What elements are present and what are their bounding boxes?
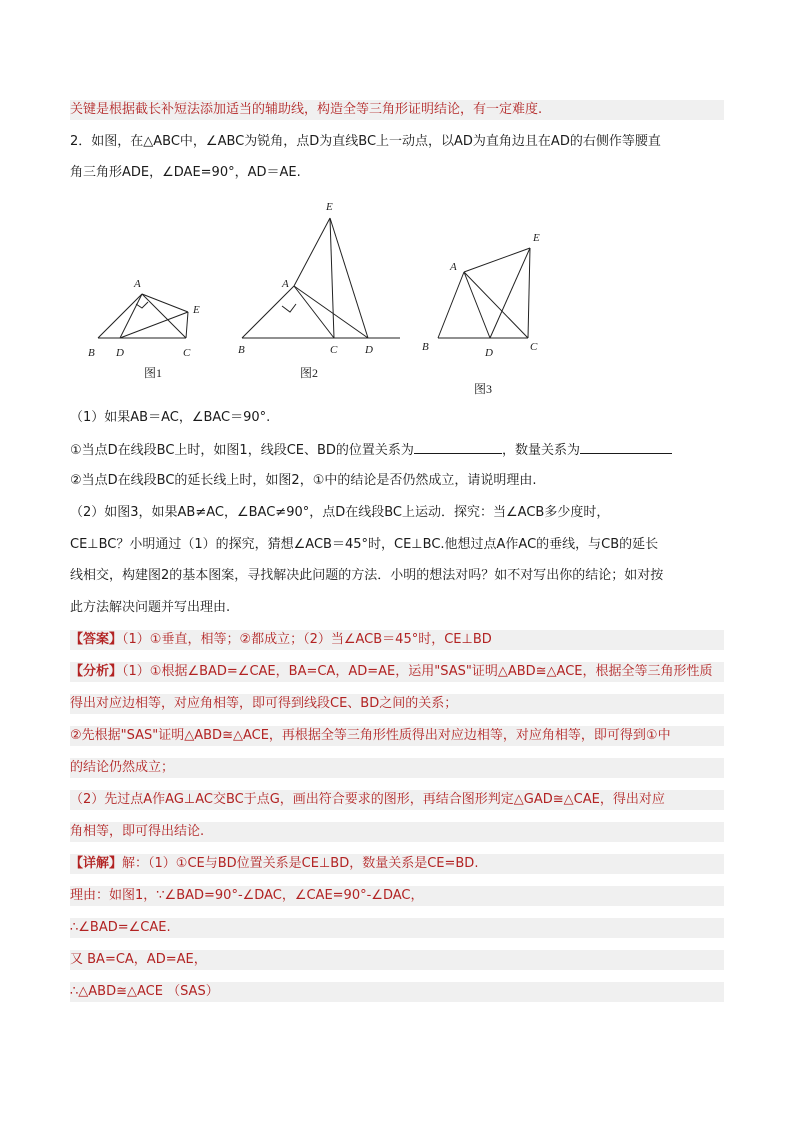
analysis-line-3: ②先根据"SAS"证明△ABD≅△ACE，再根据全等三角形性质得出对应边相等，对应角相等，即可得到①中 [70,726,724,746]
analysis-line-2: 得出对应边相等，对应角相等，即可得到线段CE、BD之间的关系； [70,694,724,714]
fig1-label-c: C [183,347,191,359]
intro-line: 关键是根据截长补短法添加适当的辅助线，构造全等三角形证明结论，有一定难度. [70,100,724,120]
position-answer-blank[interactable] [414,440,502,454]
fig3-caption: 图3 [474,382,493,396]
fig2-label-b: B [238,344,245,356]
figure-1 [86,262,216,362]
fig3-label-c: C [530,341,538,353]
fig1-label-e: E [193,304,200,316]
analysis-line-1 [70,662,724,682]
detail-line-2: 理由：如图1，∵∠BAD=90°-∠DAC，∠CAE=90°-∠DAC， [70,886,724,906]
part2-line-3: 线相交，构建图2的基本图案，寻找解决此问题的方法．小明的想法对吗？如不对写出你的结论；如对按 [70,568,664,583]
problem-stem-line-2: 角三角形ADE，∠DAE=90°，AD＝AE. [70,165,301,180]
figure-2 [232,196,407,360]
detail-line-4: 又 BA=CA，AD=AE， [70,950,724,970]
fig2-caption: 图2 [300,366,319,380]
figure-3 [418,226,548,358]
fig3-label-d: D [485,347,493,358]
fig3-label-a: A [450,261,457,273]
fig1-caption: 图1 [144,366,163,380]
fig3-label-b: B [422,341,429,353]
question-1 [70,440,724,461]
analysis-line-4: 的结论仍然成立； [70,758,724,778]
fig2-label-a: A [282,278,289,290]
part2-line-1: （2）如图3，如果AB≠AC，∠BAC≠90°，点D在线段BC上运动．探究：当∠ACB多少度时， [70,505,610,520]
quantity-answer-blank[interactable] [580,440,672,454]
fig1-label-b: B [88,347,95,359]
fig2-label-e: E [326,201,333,213]
question-1-text-b: ，数量关系为 [501,443,580,458]
part1-intro: （1）如果AB＝AC，∠BAC＝90°. [70,410,271,425]
detail-line-5: ∴△ABD≅△ACE （SAS） [70,982,724,1002]
part2-line-2: CE⊥BC？小明通过（1）的探究，猜想∠ACB＝45°时，CE⊥BC.他想过点A作AC的垂线，与CB的延长 [70,537,659,552]
fig2-label-d: D [365,344,373,356]
answer-tag: 【答案】 [70,632,123,647]
part2-line-4: 此方法解决问题并写出理由. [70,600,231,615]
answer-text: （1）①垂直，相等；②都成立；（2）当∠ACB＝45°时，CE⊥BD [122,632,492,647]
analysis-tag: 【分析】 [70,664,123,679]
question-1-text-a: ①当点D在线段BC上时，如图1，线段CE、BD的位置关系为 [70,443,414,458]
detail-line-1 [70,854,724,874]
fig2-label-c: C [330,344,338,356]
problem-stem-line-1: 2．如图，在△ABC中，∠ABC为锐角，点D为直线BC上一动点，以AD为直角边且在AD的右侧作等腰直 [70,134,661,149]
answer-line [70,630,724,650]
detail-text-1: 解：（1）①CE与BD位置关系是CE⊥BD，数量关系是CE=BD. [122,856,479,871]
fig1-label-a: A [134,278,141,290]
fig3-label-e: E [533,232,540,244]
analysis-text-1: （1）①根据∠BAD=∠CAE，BA=CA，AD=AE，运用"SAS"证明△ABD≅△ACE，根据全等三角形性质 [122,664,713,679]
analysis-line-6: 角相等，即可得出结论. [70,822,724,842]
question-2: ②当点D在线段BC的延长线上时，如图2，①中的结论是否仍然成立，请说明理由. [70,473,537,488]
detail-line-3: ∴∠BAD=∠CAE. [70,918,724,938]
analysis-line-5: （2）先过点A作AG⊥AC交BC于点G，画出符合要求的图形，再结合图形判定△GAD≅△CAE，得出对应 [70,790,724,810]
fig1-label-d: D [116,347,124,359]
detail-tag: 【详解】 [70,856,123,871]
